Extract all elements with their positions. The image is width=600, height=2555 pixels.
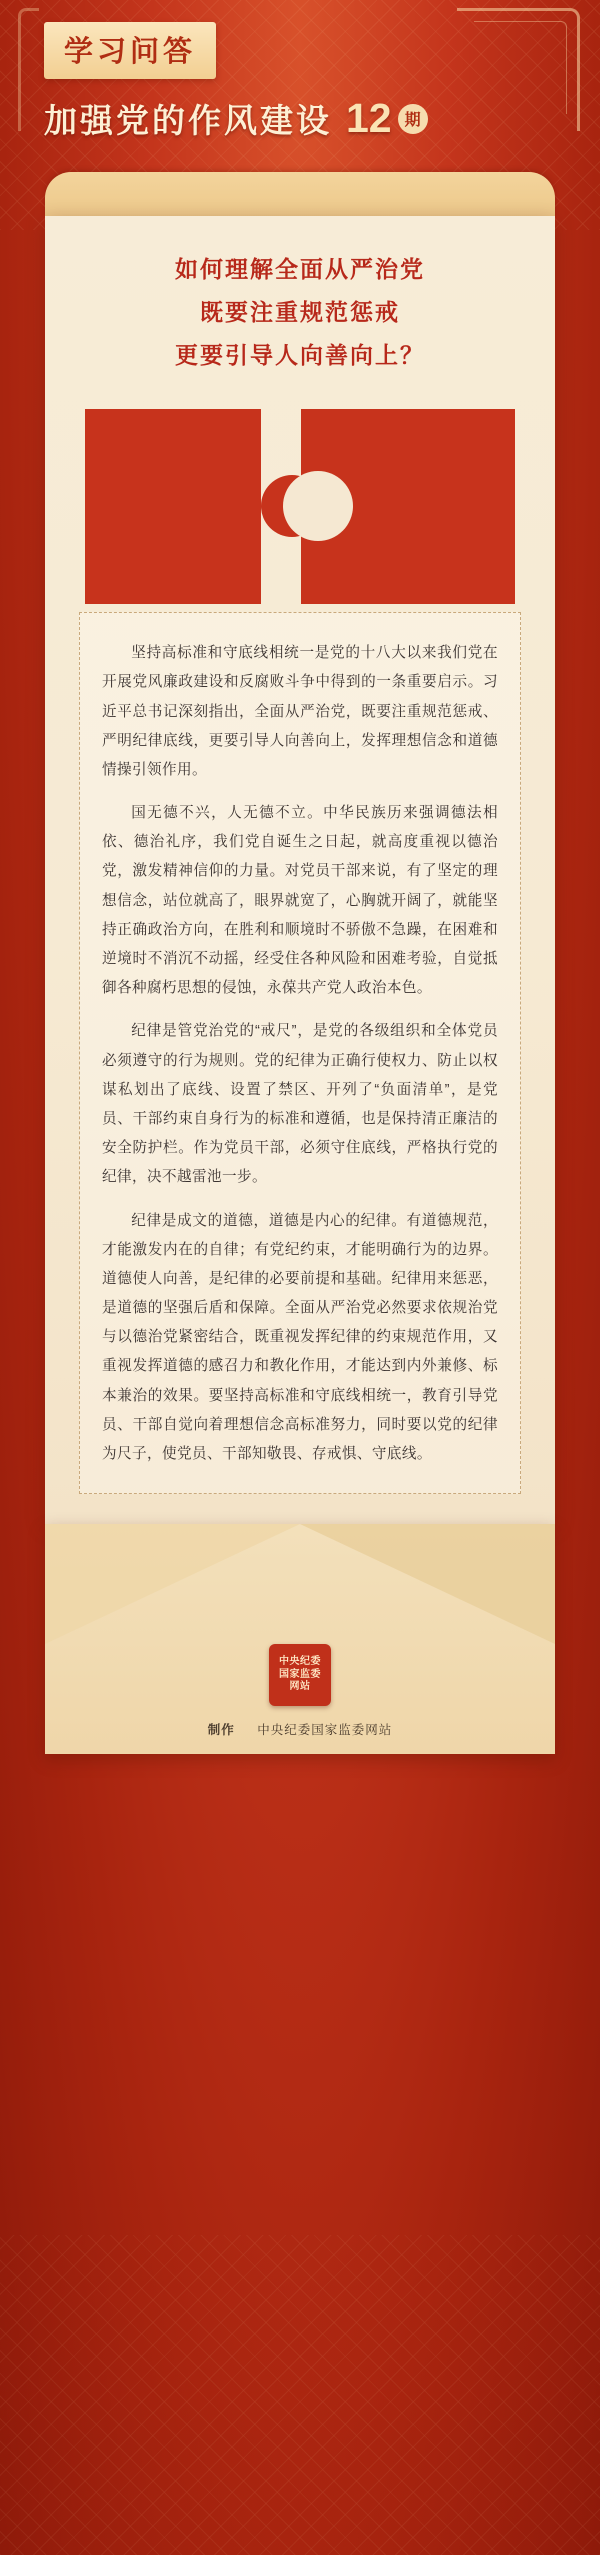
issue-unit-badge: 期 <box>398 104 428 134</box>
envelope-flap-left <box>45 1524 300 1644</box>
puzzle-knob-cutout <box>283 471 353 541</box>
question-line-2: 既要注重规范惩戒 <box>200 299 400 326</box>
card-top-tab <box>45 172 555 216</box>
article-body <box>79 612 521 1494</box>
corner-ornament-left <box>18 8 39 131</box>
poster-subtitle: 加强党的作风建设 <box>44 102 332 139</box>
credit-label: 制作 <box>207 1723 235 1738</box>
series-title-badge: 学习问答 <box>44 22 216 79</box>
article-paragraph-1: 坚持高标准和守底线相统一是党的十八大以来我们党在开展党风廉政建设和反腐败斗争中得到的一条重要启示。习近平总书记深刻指出，全面从严治党，既要注重规范惩戒、严明纪律底线，更要引导人向善向上，发挥理想信念和道德情操引领作用。 <box>102 645 498 778</box>
card-body <box>45 216 555 1524</box>
emblem-line-2: 国家监委 <box>279 1668 321 1680</box>
question-line-1: 如何理解全面从严治党 <box>175 256 425 282</box>
footer-envelope <box>45 1524 555 1784</box>
poster-header <box>0 0 600 142</box>
credit-value: 中央纪委国家监委网站 <box>257 1723 393 1738</box>
question-line-3: 更要引导人向善向上？ <box>175 342 425 369</box>
footer-pattern <box>0 2235 600 2555</box>
issue-number: 12 <box>346 95 392 141</box>
content-card <box>45 172 555 1524</box>
corner-ornament-right <box>457 8 580 131</box>
puzzle-illustration <box>85 409 515 604</box>
organization-emblem <box>269 1644 331 1706</box>
credit-line <box>45 1720 555 1738</box>
article-paragraph-3: 纪律是管党治党的“戒尺”，是党的各级组织和全体党员必须遵守的行为规则。党的纪律为正确行使权力、防止以权谋私划出了底线、设置了禁区、开列了“负面清单”，是党员、干部约束自身行为的标准和遵循，也是保持清正廉洁的安全防护栏。作为党员干部，必须守住底线，严格执行党的纪律，决不越雷池一步。 <box>102 1023 498 1186</box>
puzzle-piece-left <box>85 409 261 604</box>
emblem-line-3: 网站 <box>289 1681 311 1693</box>
article-paragraph-4: 纪律是成文的道德，道德是内心的纪律。有道德规范，才能激发内在的自律；有党纪约束，才能明确行为的边界。道德使人向善，是纪律的必要前提和基础。纪律用来惩恶，是道德的坚强后盾和保障。全面从严治党必然要求依规治党与以德治党紧密结合，既重视发挥纪律的约束规范作用，又重视发挥道德的感召力和教化作用，才能达到内外兼修、标本兼治的效果。要坚持高标准和守底线相统一，教育引导党员、干部自觉向着理想信念高标准努力，同时要以党的纪律为尺子，使党员、干部知敬畏、存戒惧、守底线。 <box>102 1212 498 1463</box>
question-block <box>45 216 555 399</box>
emblem-line-1: 中央纪委 <box>279 1656 321 1668</box>
article-paragraph-2: 国无德不兴，人无德不立。中华民族历来强调德法相依、德治礼序，我们党自诞生之日起，就高度重视以德治党，激发精神信仰的力量。对党员干部来说，有了坚定的理想信念，站位就高了，眼界就宽了，心胸就开阔了，就能坚持正确政治方向，在胜利和顺境时不骄傲不急躁，在困难和逆境时不消沉不动摇，经受住各种风险和困难考验，自觉抵御各种腐朽思想的侵蚀，永葆共产党人政治本色。 <box>102 805 498 997</box>
envelope-flap-right <box>300 1524 555 1644</box>
